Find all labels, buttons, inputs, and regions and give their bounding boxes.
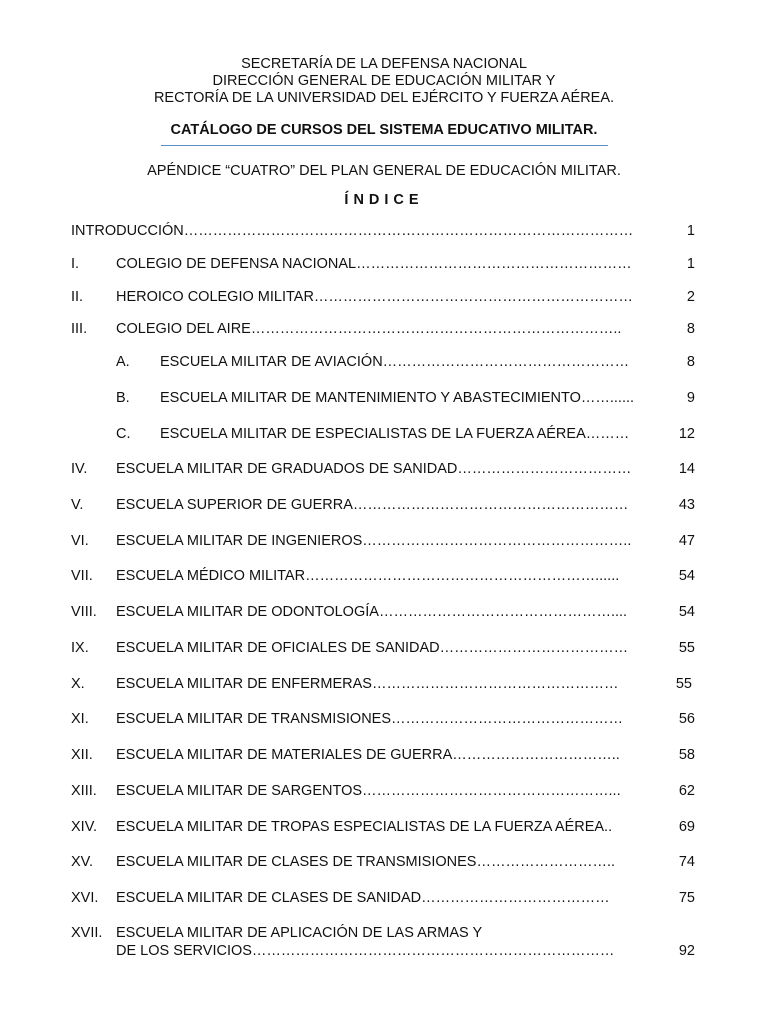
toc-entry-number: I. <box>71 256 80 272</box>
toc-entry-number: VI. <box>71 533 89 549</box>
toc-entry-text: ESCUELA MILITAR DE ESPECIALISTAS DE LA FUERZA AÉREA……… <box>160 426 630 442</box>
catalog-title: CATÁLOGO DE CURSOS DEL SISTEMA EDUCATIVO MILITAR. <box>170 122 598 138</box>
toc-entry-number: V. <box>71 497 84 513</box>
title-divider <box>161 145 608 146</box>
toc-entry-text: INTRODUCCIÓN………………………………………………………………………………… <box>71 223 634 239</box>
toc-entry-page: 92 <box>678 943 695 959</box>
toc-entry-text: HEROICO COLEGIO MILITAR………………………………………………………… <box>116 289 633 305</box>
toc-entry-page: 47 <box>678 533 695 549</box>
toc-entry-number: XIII. <box>71 783 97 799</box>
toc-entry-page: 8 <box>686 354 695 370</box>
toc-entry-number: II. <box>71 289 84 305</box>
toc-entry-number: VIII. <box>71 604 97 620</box>
toc-entry-number: XVII. <box>71 925 103 941</box>
document-header <box>0 0 768 107</box>
toc-entry-number: IX. <box>71 640 89 656</box>
toc-entry-text: COLEGIO DE DEFENSA NACIONAL………………………………………………… <box>116 256 632 272</box>
toc-entry-page: 8 <box>686 321 695 337</box>
toc-entry-page: 56 <box>678 711 695 727</box>
toc-entry-number: IV. <box>71 461 88 477</box>
toc-entry-text: ESCUELA MILITAR DE ENFERMERAS…………………………………………… <box>116 676 619 692</box>
toc-entry-number: III. <box>71 321 88 337</box>
toc-entry-letter: C. <box>116 426 131 442</box>
toc-entry-text-continued: DE LOS SERVICIOS………………………………………………………………… <box>116 943 615 959</box>
toc-entry-text: ESCUELA MILITAR DE GRADUADOS DE SANIDAD……………………………… <box>116 461 632 477</box>
toc-entry-page: 54 <box>678 568 695 584</box>
toc-entry-number: XI. <box>71 711 89 727</box>
header-line-3: RECTORÍA DE LA UNIVERSIDAD DEL EJÉRCITO Y FUERZA AÉREA. <box>153 90 615 106</box>
toc-entry-text: ESCUELA MILITAR DE CLASES DE SANIDAD………………………………… <box>116 890 610 906</box>
toc-entry-page: 1 <box>686 223 695 239</box>
toc-entry-number: XII. <box>71 747 93 763</box>
toc-entry-number: XIV. <box>71 819 98 835</box>
toc-entry-page: 55 <box>675 676 692 692</box>
toc-entry-page: 74 <box>678 854 695 870</box>
toc-entry-page: 43 <box>678 497 695 513</box>
header-line-2: DIRECCIÓN GENERAL DE EDUCACIÓN MILITAR Y <box>212 73 556 89</box>
toc-entry-text: ESCUELA MILITAR DE CLASES DE TRANSMISIONES……………………….. <box>116 854 616 870</box>
toc-entry-text: ESCUELA MILITAR DE MATERIALES DE GUERRA…………………………….. <box>116 747 620 763</box>
index-title: ÍNDICE <box>344 192 424 208</box>
toc-entry-number: XVI. <box>71 890 99 906</box>
toc-entry-text: ESCUELA MILITAR DE AVIACIÓN…………………………………………… <box>160 354 630 370</box>
toc-entry-text: COLEGIO DEL AIRE………………………………………………………………….. <box>116 321 622 337</box>
toc-entry-page: 2 <box>686 289 695 305</box>
toc-entry-page: 69 <box>678 819 695 835</box>
toc-entry-text: ESCUELA MILITAR DE APLICACIÓN DE LAS ARMAS Y <box>116 925 483 941</box>
appendix-subtitle: APÉNDICE “CUATRO” DEL PLAN GENERAL DE EDUCACIÓN MILITAR. <box>147 163 621 179</box>
toc-entry-page: 55 <box>678 640 695 656</box>
toc-entry-text: ESCUELA SUPERIOR DE GUERRA………………………………………………… <box>116 497 629 513</box>
toc-entry-page: 9 <box>686 390 695 406</box>
header-line-1: SECRETARÍA DE LA DEFENSA NACIONAL <box>241 56 527 72</box>
toc-entry-letter: A. <box>116 354 130 370</box>
toc-entry-number: VII. <box>71 568 93 584</box>
toc-entry-text: ESCUELA MILITAR DE TRANSMISIONES………………………………………… <box>116 711 624 727</box>
toc-entry-text: ESCUELA MILITAR DE INGENIEROS……………………………………………….. <box>116 533 632 549</box>
toc-entry-page: 75 <box>678 890 695 906</box>
toc-entry-text: ESCUELA MILITAR DE OFICIALES DE SANIDAD………………………………… <box>116 640 629 656</box>
toc-entry-number: XV. <box>71 854 94 870</box>
toc-entry-page: 58 <box>678 747 695 763</box>
toc-entry-letter: B. <box>116 390 130 406</box>
toc-entry-text: ESCUELA MILITAR DE ODONTOLOGÍA………………………………………….... <box>116 604 628 620</box>
toc-entry-page: 1 <box>686 256 695 272</box>
toc-entry-text: ESCUELA MÉDICO MILITAR……………………………………………………...... <box>116 568 620 584</box>
toc-entry-number: X. <box>71 676 85 692</box>
toc-entry-page: 54 <box>678 604 695 620</box>
toc-entry-page: 62 <box>678 783 695 799</box>
toc-entry-text: ESCUELA MILITAR DE SARGENTOS……………………………………………... <box>116 783 621 799</box>
toc-entry-page: 12 <box>678 426 695 442</box>
toc-entry-text: ESCUELA MILITAR DE TROPAS ESPECIALISTAS DE LA FUERZA AÉREA.. <box>116 819 613 835</box>
toc-entry[interactable] <box>0 924 768 964</box>
toc-entry-page: 14 <box>678 461 695 477</box>
toc-entry-text: ESCUELA MILITAR DE MANTENIMIENTO Y ABASTECIMIENTO……...... <box>160 390 635 406</box>
